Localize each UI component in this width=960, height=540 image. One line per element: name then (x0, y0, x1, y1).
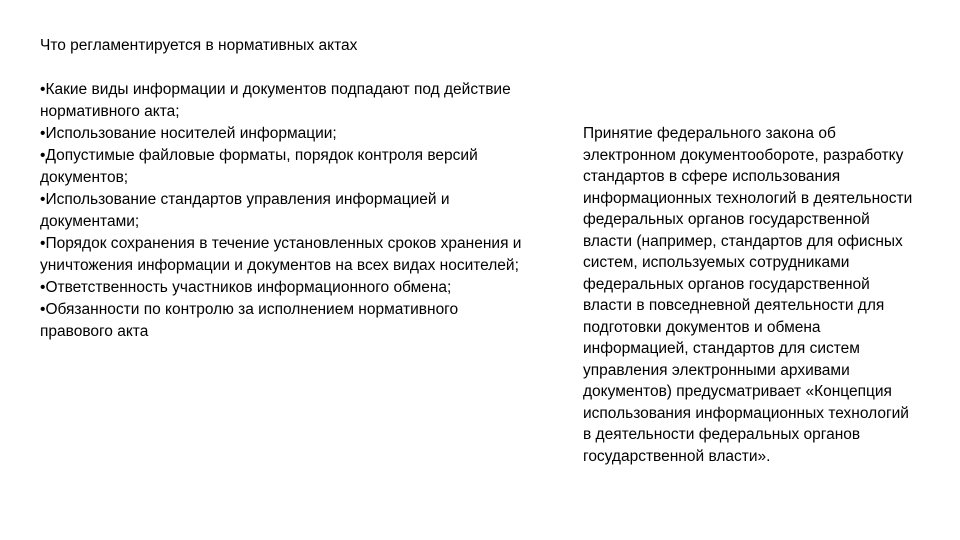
bullet-icon: • (40, 279, 46, 296)
bullet-icon: • (40, 301, 46, 318)
list-item-text: Порядок сохранения в течение установленных сроков хранения и уничтожения информации и документов на всех видах носителей; (40, 235, 522, 274)
right-paragraph: Принятие федерального закона об электронном документообороте, разработку стандартов в сфере использования информационных технологий в деятельности федеральных органов государственной власти (например, стандартов для офисных систем, используемых сотрудниками федеральных органов государственной власти в повседневной деятельности для подготовки документов и обмена информацией, стандартов для систем управления электронными архивами документов) предусматривает «Концепция использования информационных технологий в деятельности федеральных органов государственной власти». (583, 125, 913, 465)
bullet-icon: • (40, 125, 46, 142)
list-item-text: Допустимые файловые форматы, порядок контроля версий документов; (40, 147, 478, 186)
list-item (40, 189, 530, 233)
list-item-text: Использование стандартов управления информацией и документами; (40, 191, 450, 230)
bullet-icon: • (40, 191, 46, 208)
bullet-list (40, 79, 530, 343)
list-item (40, 123, 530, 145)
list-item-text: Какие виды информации и документов подпадают под действие нормативного акта; (40, 81, 511, 120)
left-title: Что регламентируется в нормативных актах (40, 37, 358, 54)
list-item (40, 233, 530, 277)
list-item (40, 277, 530, 299)
list-item-text: Ответственность участников информационного обмена; (45, 279, 452, 296)
list-item (40, 79, 530, 123)
list-item-text: Обязанности по контролю за исполнением нормативного правового акта (40, 301, 459, 340)
right-column (583, 123, 913, 467)
bullet-icon: • (40, 81, 46, 98)
list-item-text: Использование носителей информации; (45, 125, 337, 142)
list-item (40, 145, 530, 189)
left-column (40, 35, 530, 343)
list-item (40, 299, 530, 343)
bullet-icon: • (40, 147, 46, 164)
bullet-icon: • (40, 235, 46, 252)
